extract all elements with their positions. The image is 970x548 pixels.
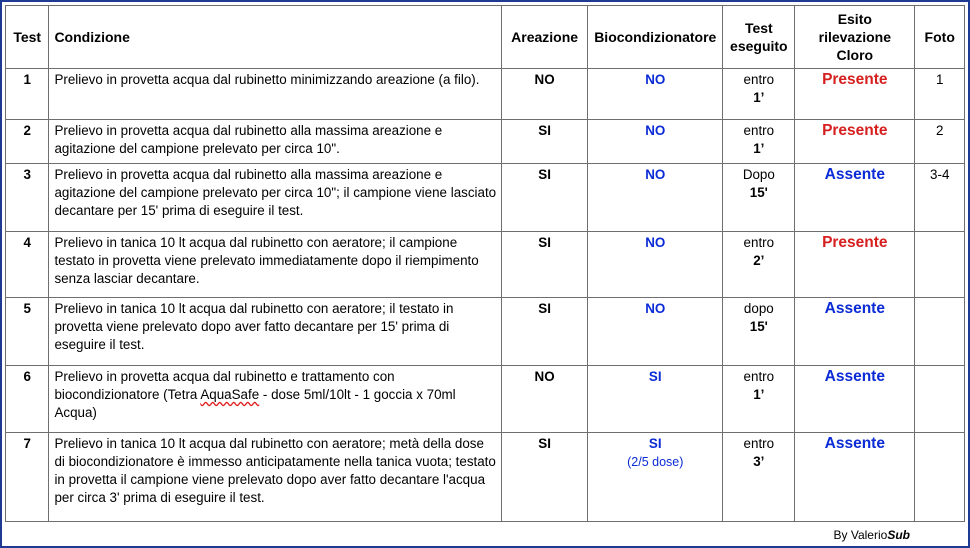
- time-value: 3’: [753, 454, 765, 469]
- cell-time: [723, 120, 795, 164]
- cell-condizione: Prelievo in provetta acqua dal rubinetto alla massima areazione e agitazione del campione prelevato per circa 10".: [49, 120, 502, 164]
- cell-bio: [588, 366, 723, 433]
- table-row: [6, 120, 965, 164]
- cell-foto: 3-4: [915, 164, 965, 232]
- cell-time: [723, 164, 795, 232]
- bio-value: NO: [645, 123, 666, 138]
- cell-bio: [588, 433, 723, 522]
- cell-esito: [795, 298, 915, 366]
- cell-test: 7: [6, 433, 49, 522]
- time-word: entro: [743, 235, 775, 250]
- table-row: [6, 298, 965, 366]
- cell-test: 3: [6, 164, 49, 232]
- cell-foto: 1: [915, 69, 965, 120]
- cell-foto: 2: [915, 120, 965, 164]
- bio-value: NO: [645, 72, 666, 87]
- table-row: [6, 433, 965, 522]
- cell-foto: [915, 366, 965, 433]
- cell-bio: [588, 120, 723, 164]
- esito-value: Assente: [824, 166, 885, 183]
- cell-time: [723, 69, 795, 120]
- author-credit-sub: Sub: [887, 528, 910, 542]
- header-biocondizionatore: Biocondizionatore: [588, 6, 723, 69]
- cell-time: [723, 366, 795, 433]
- author-credit: [834, 528, 910, 542]
- esito-value: Presente: [822, 234, 888, 251]
- cell-esito: [795, 120, 915, 164]
- cell-areazione: SI: [502, 120, 588, 164]
- header-areazione: Areazione: [502, 6, 588, 69]
- bio-value: SI: [648, 436, 662, 451]
- cell-esito: [795, 164, 915, 232]
- cell-condizione: [49, 366, 502, 433]
- cell-esito: [795, 366, 915, 433]
- bio-note: (2/5 dose): [627, 455, 684, 469]
- cell-test: 5: [6, 298, 49, 366]
- cell-foto: [915, 298, 965, 366]
- bio-value: NO: [645, 167, 666, 182]
- esito-value: Presente: [822, 122, 888, 139]
- bio-value: NO: [645, 301, 666, 316]
- cell-areazione: SI: [502, 164, 588, 232]
- cell-test: 2: [6, 120, 49, 164]
- cell-condizione: Prelievo in provetta acqua dal rubinetto minimizzando areazione (a filo).: [49, 69, 502, 120]
- cell-condizione: Prelievo in tanica 10 lt acqua dal rubinetto con aeratore; metà della dose di biocondizionatore è immesso anticipatamente nella tanica vuota; testato in provetta il campione viene prelevato dopo aver fatto decantare l'acqua per circa 3' prima di eseguire il test.: [49, 433, 502, 522]
- bio-value: SI: [648, 369, 662, 384]
- cell-condizione: Prelievo in provetta acqua dal rubinetto alla massima areazione e agitazione del campione prelevato per circa 10"; il campione viene lasciato decantare per 15' prima di eseguire il test.: [49, 164, 502, 232]
- header-esito: Esito rilevazione Cloro: [795, 6, 915, 69]
- cell-bio: [588, 232, 723, 298]
- time-word: entro: [743, 72, 775, 87]
- cell-areazione: NO: [502, 69, 588, 120]
- time-value: 1’: [753, 141, 765, 156]
- time-word: entro: [743, 369, 775, 384]
- cell-esito: [795, 232, 915, 298]
- header-test: Test: [6, 6, 49, 69]
- cell-test: 6: [6, 366, 49, 433]
- time-word: Dopo: [742, 167, 775, 182]
- time-word: dopo: [743, 301, 774, 316]
- cell-esito: [795, 433, 915, 522]
- condizione-text-start: Prelievo in provetta acqua dal rubinetto e trattamento con biocondizionatore (Tetra: [54, 369, 395, 402]
- results-table: [5, 5, 965, 522]
- cell-condizione: Prelievo in tanica 10 lt acqua dal rubinetto con aeratore; il campione testato in provetta viene prelevato immediatamente dopo il riempimento senza lasciar decantare.: [49, 232, 502, 298]
- table-row: [6, 164, 965, 232]
- cell-time: [723, 433, 795, 522]
- time-value: 1’: [753, 90, 765, 105]
- cell-time: [723, 232, 795, 298]
- cell-bio: [588, 298, 723, 366]
- esito-value: Assente: [824, 368, 885, 385]
- esito-value: Assente: [824, 300, 885, 317]
- time-value: 2’: [753, 253, 765, 268]
- esito-value: Presente: [822, 71, 888, 88]
- time-word: entro: [743, 123, 775, 138]
- time-value: 15': [749, 185, 768, 200]
- cell-areazione: SI: [502, 298, 588, 366]
- time-value: 1’: [753, 387, 765, 402]
- table-row: [6, 69, 965, 120]
- esito-value: Assente: [824, 435, 885, 452]
- table-row: [6, 366, 965, 433]
- author-credit-text: By Valerio: [833, 528, 888, 542]
- cell-areazione: SI: [502, 232, 588, 298]
- table-row: [6, 232, 965, 298]
- cell-bio: [588, 69, 723, 120]
- cell-test: 1: [6, 69, 49, 120]
- header-foto: Foto: [915, 6, 965, 69]
- cell-esito: [795, 69, 915, 120]
- brand-name-text: AquaSafe: [200, 387, 260, 402]
- cell-bio: [588, 164, 723, 232]
- header-condizione: Condizione: [49, 6, 502, 69]
- cell-time: [723, 298, 795, 366]
- bio-value: NO: [645, 235, 666, 250]
- cell-foto: [915, 232, 965, 298]
- time-word: entro: [743, 436, 775, 451]
- header-row: [6, 6, 965, 69]
- cell-test: 4: [6, 232, 49, 298]
- cell-areazione: NO: [502, 366, 588, 433]
- cell-foto: [915, 433, 965, 522]
- header-test-eseguito: Test eseguito: [723, 6, 795, 69]
- condizione-text-end: - dose 5ml/10lt - 1 goccia x 70ml Acqua): [54, 387, 456, 420]
- cell-areazione: SI: [502, 433, 588, 522]
- cell-condizione: Prelievo in tanica 10 lt acqua dal rubinetto con aeratore; il testato in provetta viene prelevato dopo aver fatto decantare per 15' prima di eseguire il test.: [49, 298, 502, 366]
- time-value: 15': [749, 319, 768, 334]
